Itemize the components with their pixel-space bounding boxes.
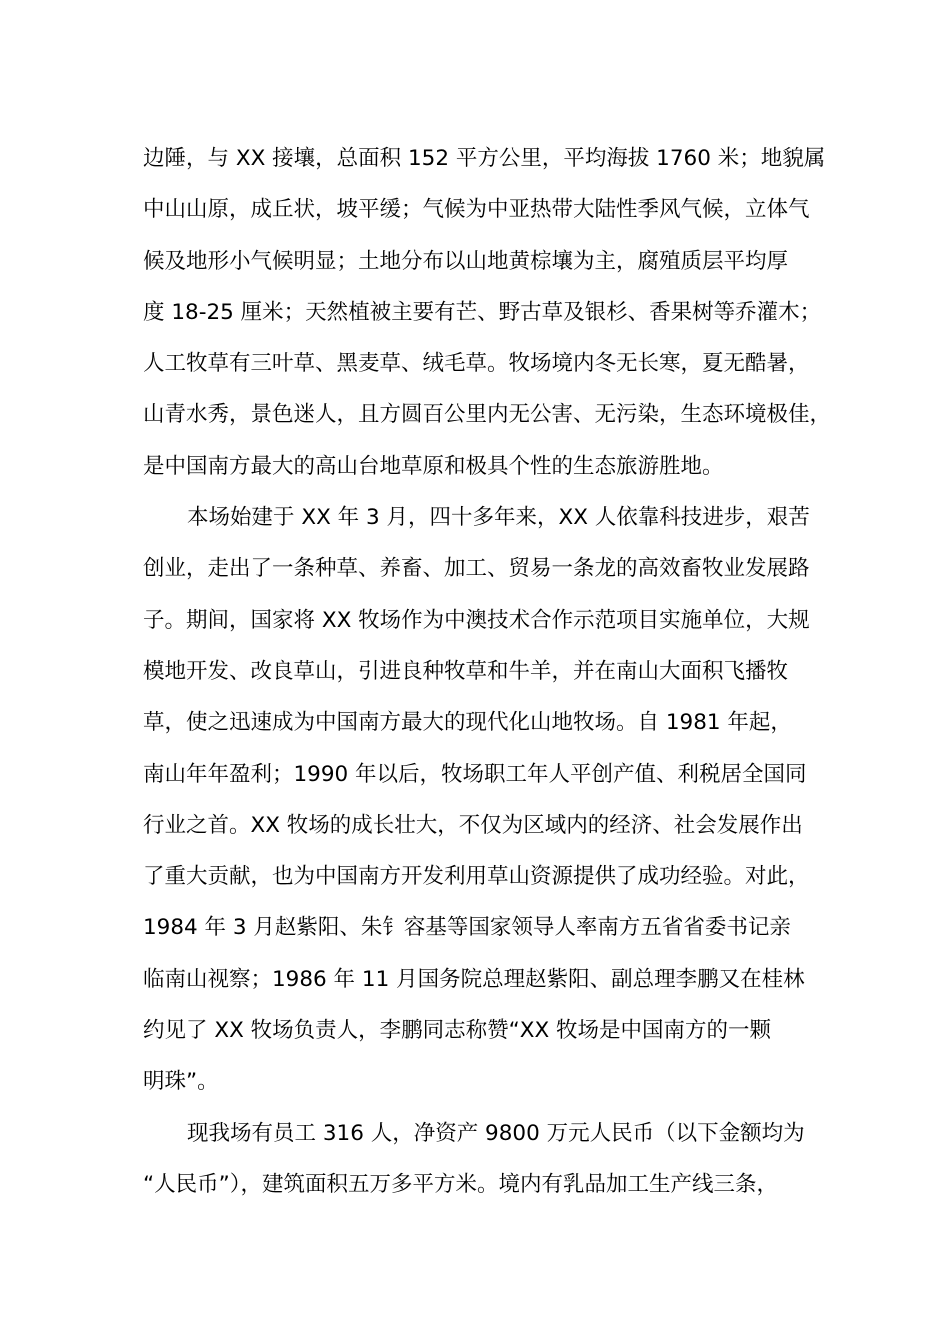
text-line: 现我场有员工 316 人，净资产 9800 万元人民币（以下金额均为 bbox=[187, 1120, 805, 1146]
text-line: “人民币”），建筑面积五万多平方米。境内有乳品加工生产线三条， bbox=[143, 1171, 779, 1197]
text-line: 是中国南方最大的高山台地草原和极具个性的生态旅游胜地。 bbox=[143, 453, 724, 479]
text-line: 山青水秀，景色迷人，且方圆百公里内无公害、无污染，生态环境极佳， bbox=[143, 402, 832, 428]
text-line: 1984 年 3 月赵紫阳、朱钅容基等国家领导人率南方五省省委书记亲 bbox=[143, 915, 791, 941]
text-line: 约见了 XX 牧场负责人，李鹏同志称赞“XX 牧场是中国南方的一颗 bbox=[143, 1018, 772, 1044]
text-line: 模地开发、改良草山，引进良种牧草和牛羊，并在南山大面积飞播牧 bbox=[143, 658, 789, 684]
text-line: 度 18-25 厘米；天然植被主要有芒、野古草及银杉、香果树等乔灌木； bbox=[143, 299, 822, 325]
text-line: 边陲，与 XX 接壤，总面积 152 平方公里，平均海拔 1760 米；地貌属 bbox=[143, 146, 826, 171]
text-line: 本场始建于 XX 年 3 月，四十多年来，XX 人依靠科技进步，艰苦 bbox=[187, 505, 810, 531]
text-line: 临南山视察；1986 年 11 月国务院总理赵紫阳、副总理李鹏又在桂林 bbox=[143, 966, 805, 992]
document-body bbox=[143, 133, 832, 1210]
paragraph-1 bbox=[143, 133, 832, 492]
text-line: 中山山原，成丘状，坡平缓；气候为中亚热带大陆性季风气候，立体气 bbox=[143, 197, 810, 223]
text-line: 明珠”。 bbox=[143, 1069, 219, 1095]
paragraph-3 bbox=[143, 1108, 823, 1211]
text-line: 了重大贡献，也为中国南方开发利用草山资源提供了成功经验。对此， bbox=[143, 864, 810, 890]
text-line: 南山年年盈利；1990 年以后，牧场职工年人平创产值、利税居全国同 bbox=[143, 761, 807, 787]
text-line: 子。期间，国家将 XX 牧场作为中澳技术合作示范项目实施单位，大规 bbox=[143, 607, 810, 633]
paragraph-2 bbox=[143, 492, 823, 1108]
text-line: 创业，走出了一条种草、养畜、加工、贸易一条龙的高效畜牧业发展路 bbox=[143, 556, 810, 582]
text-line: 行业之首。XX 牧场的成长壮大，不仅为区域内的经济、社会发展作出 bbox=[143, 812, 803, 838]
text-line: 人工牧草有三叶草、黑麦草、绒毛草。牧场境内冬无长寒，夏无酷暑， bbox=[143, 351, 810, 377]
text-line: 草，使之迅速成为中国南方最大的现代化山地牧场。自 1981 年起， bbox=[143, 710, 792, 736]
text-line: 候及地形小气候明显；土地分布以山地黄棕壤为主，腐殖质层平均厚 bbox=[143, 248, 789, 274]
